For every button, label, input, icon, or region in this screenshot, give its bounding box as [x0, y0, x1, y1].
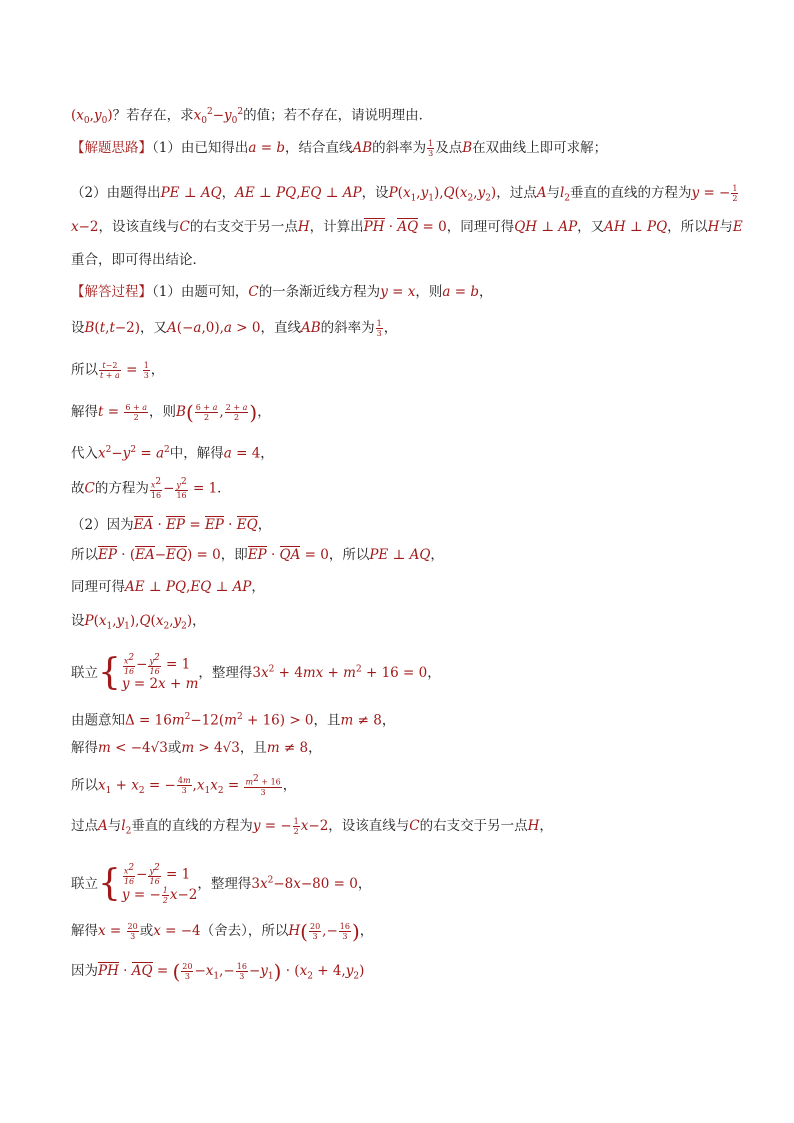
- text-line-5: 重合，即可得出结论．: [71, 252, 206, 268]
- text-line-16: 联立{ $\frac{x^2}{16}$ − $\frac{y^2}{16}$ = 1 y = 2x + m ，整理得$3x^2 + 4mx + m^2 + 16 = 0$，: [71, 652, 441, 694]
- text-line-7: 设B(t,t−2)，又A(−a,0),a > 0，直线AB的斜率为 $\frac{1}{3}$ ，: [71, 319, 398, 338]
- text-line-21: 联立{ $\frac{x^2}{16}$ − $\frac{y^2}{16}$ = 1 y = − $\frac{1}{2}$ x−2 ，整理得$3x^2-8x-80 = 0$，: [71, 863, 372, 905]
- text-line-3: （2）由题得出PE ⊥ AQ，AE ⊥ PQ,EQ ⊥ AP，设$P(x_1,y_1),Q(x_2,y_2)$，过点A与$l_2$垂直的直线的方程为y = − $\frac{1}{2}$: [71, 184, 738, 204]
- text-line-15: 设$P(x_1,y_1),Q(x_2,y_2)$，: [71, 613, 206, 632]
- text-line-10: 代入$x^2-y^2 = a^2$中，解得a = 4，: [71, 445, 274, 462]
- solution-process-line: 【解答过程】（1）由题可知，C的一条渐近线方程为y = x，则a = b，: [71, 284, 493, 300]
- text-line-18: 解得m < −4√3或m > 4√3，且m ≠ 8，: [71, 740, 322, 756]
- text-line-20: 过点A与$l_2$垂直的直线的方程为y = − $\frac{1}{2}$ x−2，设该直线与C的右支交于另一点H，: [71, 817, 553, 837]
- text-line-8: 所以 $\frac{t-2}{t + a}$ = $\frac{1}{3}$ ，: [71, 361, 165, 380]
- text-line-9: 解得t = $\frac{6 + a}{2}$ ，则B( $\frac{6 + a}{2}$ , $\frac{2 + a}{2}$ )，: [71, 400, 271, 425]
- text-line-13: 所以EP · (EA−EQ) = 0，即EP · QA = 0，所以PE ⊥ AQ，: [71, 547, 444, 563]
- text-line-11: 故C的方程为 $\frac{x^2}{16}$ − $\frac{y^2}{16}$ = 1．: [71, 477, 231, 500]
- solution-idea-line: 【解题思路】（1）由已知得出a = b，结合直线AB的斜率为 $\frac{1}{3}$ 及点B在双曲线上即可求解；: [71, 139, 608, 158]
- text-line-1: $(x_0,y_0)$？若存在，求$x_0^2-y_0^2$的值；若不存在，请说明理由．: [71, 107, 433, 127]
- text-line-12: （2）因为EA · EP = EP · EQ，: [71, 517, 272, 533]
- text-line-19: 所以$x_1 + x_2$ = − $\frac{4m}{3}$ $,x_1x_2$ = $\frac{m^2 + 16}{3}$ ，: [71, 774, 297, 797]
- text-line-14: 同理可得AE ⊥ PQ,EQ ⊥ AP，: [71, 579, 265, 595]
- text-line-22: 解得x = $\frac{20}{3}$ 或x = −4（舍去），所以H( $\frac{20}{3}$ ,− $\frac{16}{3}$ )，: [71, 919, 374, 944]
- text-line-23: 因为PH · AQ = ( $\frac{20}{3}$ $-x_1,-$ $\frac{16}{3}$ $-y_1) \cdot (x_2 + 4,y_2)$: [71, 959, 365, 984]
- text-line-4: x−2，设该直线与C的右支交于另一点H，计算出PH · AQ = 0，同理可得QH ⊥ AP，又AH ⊥ PQ，所以H与E: [71, 219, 743, 235]
- text-line-17: 由题意知$\Delta = 16m^2-12(m^2 + 16) > 0$，且m ≠ 8，: [71, 712, 396, 729]
